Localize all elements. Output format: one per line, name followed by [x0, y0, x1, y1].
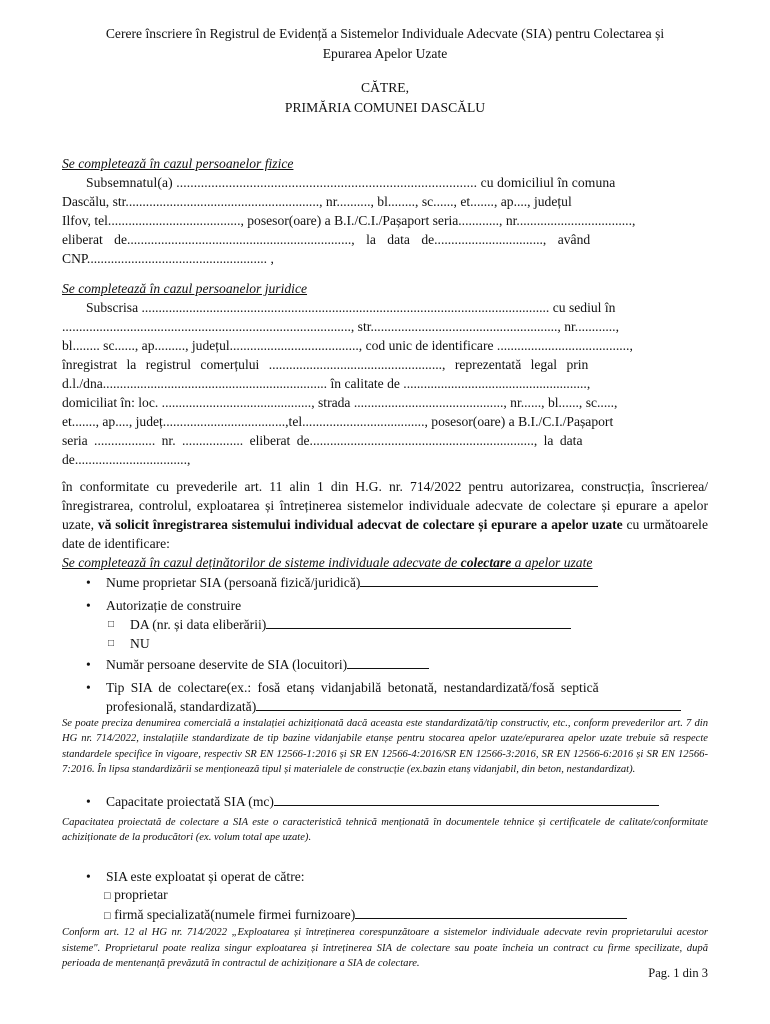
- page-number: Pag. 1 din 3: [648, 966, 708, 980]
- list-item-autorizatie: [62, 596, 708, 615]
- conformitate-paragraph: [62, 477, 708, 553]
- checkbox-icon[interactable]: □: [104, 890, 111, 903]
- bullet-icon: •: [86, 657, 91, 672]
- conformitate-text-1: în conformitate cu prevederile art. 11 alin 1 din H.G. nr. 714/2022 pentru autorizarea, construcția, înscrierea/înregistrarea, controlul, exploatarea și întreținerea sistemelor individuale adecvate de colectare și epurare a apelor uzate,: [62, 479, 708, 532]
- section-persoane-fizice: [62, 173, 708, 268]
- pj-line1[interactable]: Subscrisa ........................................................................................................................ cu sediul în: [86, 300, 616, 315]
- pj-line7[interactable]: et......., ap...., județ....................................,tel...................................., posesor(oare) a B.I./C.I./Pașaport: [62, 414, 614, 429]
- bullet-icon: •: [86, 598, 91, 613]
- bullet-icon: •: [86, 680, 91, 695]
- detinatori-heading-part2: a apelor uzate: [511, 555, 593, 570]
- pj-line2[interactable]: ....................................................................................., str......................................................., nr............,: [62, 319, 619, 334]
- document-title-line2: Epurarea Apelor Uzate: [322, 46, 448, 61]
- option-proprietar-label: proprietar: [114, 887, 168, 903]
- pf-line3[interactable]: Ilfov, tel......................................., posesor(oare) a B.I./C.I./Pașaport seria............, nr..................................,: [62, 213, 636, 228]
- list-item-persoane: [62, 655, 708, 674]
- pj-line4[interactable]: înregistrat la registrul comerțului ..................................................., reprezentată legal prin: [62, 357, 589, 372]
- conformitate-text-2: cu următoarele date de identificare:: [62, 517, 708, 551]
- pj-line3[interactable]: bl........ sc......, ap........., județul......................................, cod unic de identificare .......................................,: [62, 338, 633, 353]
- list-item-tip-sia: [62, 678, 708, 716]
- firma-input-line[interactable]: [355, 905, 627, 919]
- option-da[interactable]: [62, 615, 708, 634]
- document-title-line1: Cerere înscriere în Registrul de Evidență a Sistemelor Individuale Adecvate (SIA) pentru Colectarea și: [105, 26, 665, 41]
- bullet-icon: •: [86, 793, 91, 809]
- pf-line4[interactable]: eliberat de.................................................................., la data de................................, având: [62, 232, 591, 247]
- capacitate-input-line[interactable]: [274, 792, 659, 806]
- section-heading-persoane-juridice: Se completează în cazul persoanelor juridice: [62, 281, 308, 296]
- pj-line8[interactable]: seria .................. nr. .................. eliberat de.................................................................., la data: [62, 433, 583, 448]
- pj-line9[interactable]: de.................................,: [62, 452, 191, 467]
- section-heading-detinatori: [62, 553, 708, 572]
- detinatori-list-4: [62, 867, 708, 886]
- autorizatie-label: Autorizație de construire: [106, 598, 242, 613]
- proprietar-label: Nume proprietar SIA (persoană fizică/juridică): [106, 575, 361, 590]
- pf-line2[interactable]: Dascălu, str........................................................., nr.........., bl........, sc......, et......., ap...., județul: [62, 194, 572, 209]
- bullet-icon: •: [86, 869, 91, 885]
- detinatori-heading-part1: Se completează în cazul deținătorilor de sisteme individuale adecvate de: [62, 555, 461, 570]
- detinatori-list-3: [62, 792, 708, 811]
- note-capacitate: Capacitatea proiectată de colectare a SIA este o caracteristică tehnică menționată în documentele tehnice și certificatele de calitate/conformitate achiziționate de la producători (ex. volum total ape uzate).: [62, 816, 708, 844]
- option-nu[interactable]: [62, 634, 708, 653]
- checkbox-icon[interactable]: □: [104, 910, 111, 923]
- checkbox-icon[interactable]: □: [108, 638, 115, 649]
- list-item-capacitate: [62, 792, 708, 811]
- option-firma[interactable]: [62, 905, 708, 925]
- pf-line1[interactable]: Subsemnatul(a) ...................................................................................... cu domiciliul în comuna: [86, 175, 616, 190]
- list-item-proprietar: [62, 573, 708, 592]
- detinatori-heading-bold: colectare: [460, 555, 512, 570]
- recipient-line1: CĂTRE,: [361, 80, 409, 95]
- pj-line6[interactable]: domiciliat în: loc. ............................................, strada ............................................, nr......, bl......, sc.....,: [62, 395, 618, 410]
- persoane-input-line[interactable]: [347, 655, 429, 669]
- section-persoane-juridice: [62, 298, 708, 469]
- document-page: [62, 24, 708, 972]
- tip-sia-label-line1: Tip SIA de colectare(ex.: fosă etanș vidanjabilă betonată, nestandardizată/fosă septică: [106, 680, 599, 695]
- tip-sia-label-line2: profesională, standardizată): [106, 699, 257, 714]
- persoane-label: Număr persoane deservite de SIA (locuitori): [106, 657, 348, 672]
- section-heading-persoane-fizice: Se completează în cazul persoanelor fizice: [62, 156, 294, 171]
- detinatori-list: [62, 573, 708, 615]
- proprietar-input-line[interactable]: [360, 573, 598, 587]
- capacitate-label: Capacitate proiectată SIA (mc): [106, 793, 274, 809]
- da-input-line[interactable]: [266, 615, 571, 629]
- bullet-icon: •: [86, 575, 91, 590]
- option-firma-label: firmă specializată(numele firmei furnizoare): [114, 907, 356, 923]
- option-da-label: DA (nr. și data eliberării): [130, 617, 267, 632]
- exploatat-label: SIA este exploatat și operat de către:: [106, 869, 305, 885]
- note-tip-sia: Se poate preciza denumirea comercială a instalației achiziționată dacă aceasta este standardizată/tip constructiv, etc., conform prevederilor art. 7 din HG nr. 714/2022, instalațiile standardizate de tip bazine vidanjabile etanșe pentru stocarea apelor uzate/epurarea apelor uzate trebuie să respecte standardele specifice în vigoare, respectiv SR EN 12566-1:2016 și SR EN 12566-4:2016/SR EN 12566-3:2016, SR EN 12566-6:2016 și SR EN 12566-7:2016. În lipsa standardizării se menționează tipul și materialele de construcție (ex.bazin etanș vidanjabil, din beton, nestandardizat).: [62, 718, 708, 776]
- pf-line5[interactable]: CNP..................................................... ,: [62, 251, 274, 266]
- list-item-exploatat: [62, 867, 708, 886]
- recipient-line2: PRIMĂRIA COMUNEI DASCĂLU: [284, 100, 486, 115]
- option-nu-label: NU: [130, 636, 150, 651]
- checkbox-icon[interactable]: □: [108, 619, 115, 630]
- tip-sia-input-line[interactable]: [256, 697, 681, 711]
- pj-line5[interactable]: d.l./dna.................................................................. în calitate de ......................................................,: [62, 376, 591, 391]
- detinatori-list-2: [62, 655, 708, 716]
- note-conform-art12: Conform art. 12 al HG nr. 714/2022 „Exploatarea și întreținerea corespunzătoare a sistemelor individuale adecvate revin proprietarului acestor sisteme". Proprietarul poate realiza singur exploatarea și întreținerea SIA de colectare sau poate încheia un contract cu firme specilizate, după perioada de mentenanță prevăzută în contractul de achiziționare a SIA de colectare.: [62, 927, 708, 970]
- option-proprietar[interactable]: [62, 886, 708, 905]
- conformitate-text-bold: vă solicit înregistrarea sistemului individual adecvat de colectare și epurare a apelor uzate: [97, 517, 623, 532]
